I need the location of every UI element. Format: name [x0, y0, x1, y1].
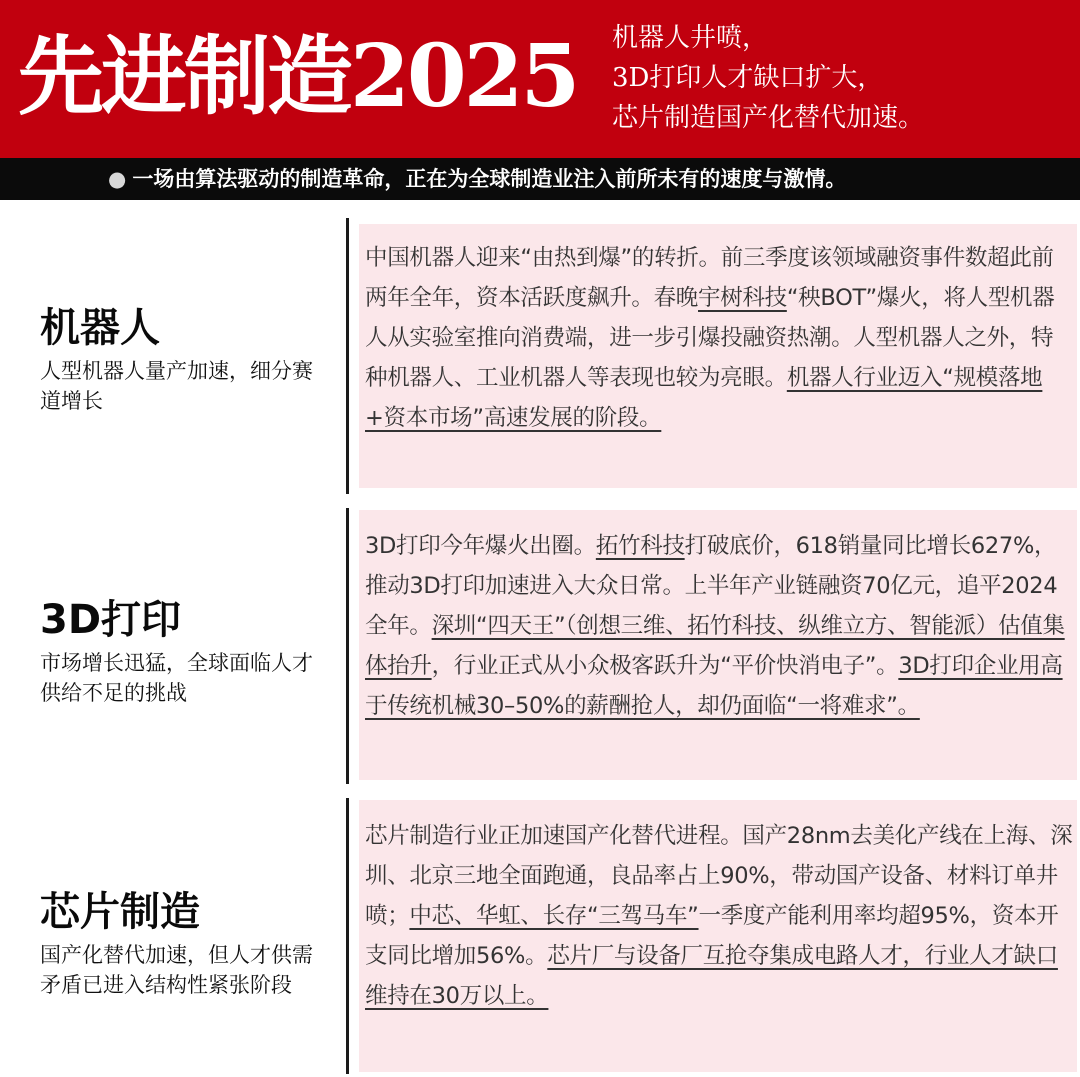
banner-line: 机器人井喷， [612, 23, 769, 53]
tagline-bar [0, 158, 1080, 200]
section-title: 3D打印 [40, 597, 182, 643]
section-body-panel [359, 800, 1077, 1072]
section-heading [40, 886, 330, 1000]
body-text: 芯片制造行业正加速国产化替代进程。国产28nm去美化产线在上海、深圳、北京三地全面跑通，良品率占上90%，带动国产设备、材料订单井喷； [365, 823, 1073, 929]
body-text: ，行业正式从小众极客跃升为“平价快消电子”。 [431, 653, 899, 679]
section-title: 芯片制造 [40, 889, 200, 935]
body-text: 3D打印今年爆火出圈。 [365, 533, 596, 559]
section-body-panel [359, 510, 1077, 780]
divider-line [346, 508, 349, 784]
highlight-text: 拓竹科技 [595, 533, 685, 559]
tagline [108, 158, 846, 200]
section-body-text [365, 238, 1075, 438]
highlight-text: 3D打印企业用高于传统机械30–50%的薪酬抢人，却仍面临“一将难求”。 [365, 653, 1063, 719]
body-text: 中国机器人迎来“由热到爆”的转折。前三季度该领域融资事件数超此前两年全年，资本活跃度飙升。春晚 [365, 245, 1054, 311]
highlight-text: 芯片厂与设备厂互抢夺集成电路人才，行业人才缺口维持在30万以上。 [365, 943, 1058, 1009]
section-subtitle: 国产化替代加速，但人才供需矛盾已进入结构性紧张阶段 [40, 943, 313, 997]
highlight-text: 宇树科技 [698, 285, 787, 311]
banner-title: 先进制造2025 [18, 26, 578, 127]
highlight-text: 深圳“四天王”（创想三维、拓竹科技、纵维立方、智能派）估值集体抬升 [365, 613, 1065, 679]
section-3d-printing [0, 508, 1080, 784]
section-chip-manufacturing [0, 798, 1080, 1074]
banner-line: 3D打印人才缺口扩大， [612, 63, 884, 93]
section-robotics [0, 218, 1080, 494]
body-text: 打破底价，618销量同比增长627%，推动3D打印加速进入大众日常。上半年产业链融资70亿元，追平2024全年。 [365, 533, 1058, 639]
banner-highlights [612, 18, 924, 138]
section-title: 机器人 [40, 305, 160, 351]
banner-line: 芯片制造国产化替代加速。 [612, 103, 925, 133]
header-banner [0, 0, 1080, 158]
section-body-text [365, 816, 1075, 1016]
section-subtitle: 市场增长迅猛，全球面临人才供给不足的挑战 [40, 651, 313, 705]
body-text: 一季度产能利用率均超95%，资本开支同比增加56%。 [365, 903, 1059, 969]
section-body-panel [359, 224, 1077, 488]
section-heading [40, 594, 330, 708]
section-heading [40, 302, 330, 416]
bullet-dot-icon: ● [108, 166, 127, 191]
tagline-text: 一场由算法驱动的制造革命，正在为全球制造业注入前所未有的速度与激情。 [132, 166, 847, 191]
divider-line [346, 798, 349, 1074]
highlight-text: 机器人行业迈入“规模落地+资本市场”高速发展的阶段。 [365, 365, 1043, 431]
section-subtitle: 人型机器人量产加速，细分赛道增长 [40, 359, 313, 413]
divider-line [346, 218, 349, 494]
highlight-text: 中芯、华虹、长存“三驾马车” [409, 903, 699, 929]
section-body-text [365, 526, 1075, 726]
body-text: “秧BOT”爆火，将人型机器人从实验室推向消费端，进一步引爆投融资热潮。人型机器人之外，特种机器人、工业机器人等表现也较为亮眼。 [365, 285, 1055, 391]
